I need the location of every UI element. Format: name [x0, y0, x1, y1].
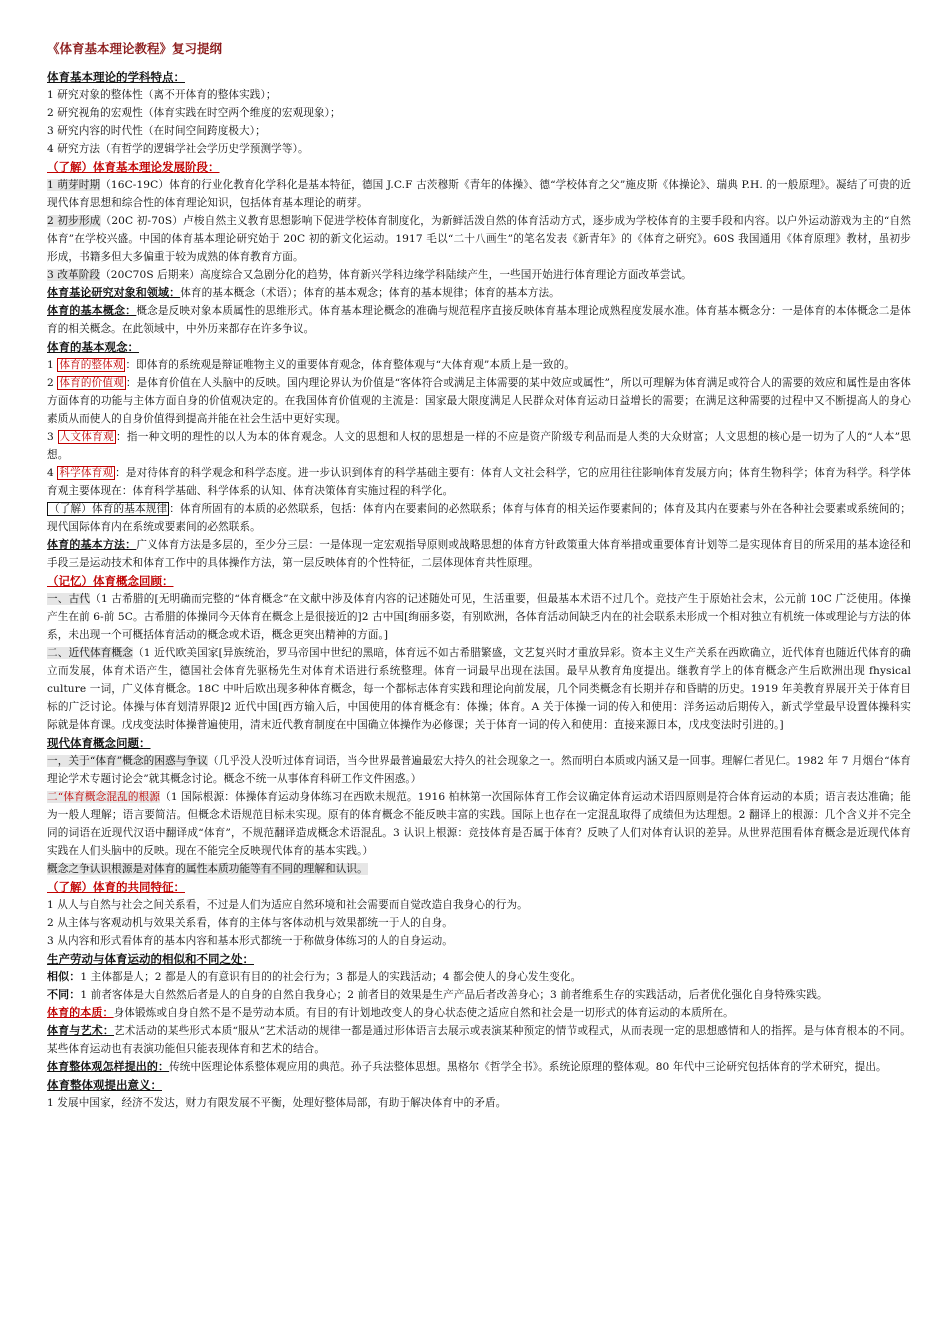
heading-text: 体育整体观提出意义： — [47, 1078, 162, 1092]
heading-text: （了解）体育基本理论发展阶段： — [47, 160, 220, 174]
list-item: 4 研究方法（有哲学的逻辑学社会学历史学预测学等）。 — [47, 143, 309, 155]
term-label: 体育的基本概念： — [47, 304, 137, 317]
list-item: 3 从内容和形式看体育的基本内容和基本形式都统一于称做身体练习的人的自身运动。 — [47, 935, 453, 947]
issue-text: （1 国际根源：体操体育运动身体练习在西欧未规范。1916 柏林第一次国际体育工作会议确定体育运动术语四原则是符合体育运动的本质；语言表达准确；能为一般人理解；语言要简洁。但概念术语规范目标未实现。原有的体育概念不能反映丰富的实践。国际上也存在一定混乱取得了成绩但为达理想。2 翻译上的根源：几个含义并不完全同的词语在近现代汉语中翻译成“体育”，不规范翻译造成概念术语混乱。3 认识上根源：竞技体育是否属于体育？反映了人们对体育认识的差异。从世界范围看体育概念是近现代体育实践在人们头脑中的反映。现在不能完全反映现代体育的基本实践。） — [47, 791, 911, 857]
paragraph-view-4 — [47, 464, 911, 500]
heading-text: 体育的基本观念： — [47, 340, 139, 354]
heading-labor-vs-sport — [47, 950, 911, 968]
paragraph-basic-methods — [47, 536, 911, 572]
heading-modern-concept-issues — [47, 734, 911, 752]
paragraph-cognitive-root — [47, 860, 911, 878]
heading-discipline-features — [47, 68, 911, 86]
term-text: 1 主体都是人；2 都是人的有意识有目的的社会行为；3 都是人的实践活动；4 都会使人的身心发生变化。 — [80, 971, 582, 983]
term-label: 体育的基本方法： — [47, 538, 137, 551]
heading-basic-views — [47, 338, 911, 356]
era-label: 二、近代体育概念 — [47, 647, 134, 659]
item-number: 2 — [47, 377, 58, 389]
paragraph-view-2 — [47, 374, 911, 428]
paragraph-confusion — [47, 752, 911, 788]
term-label: 体育整体观怎样提出的： — [47, 1060, 170, 1073]
boxed-term: 体育的价值观 — [59, 377, 124, 389]
issue-label: 二“体育概念混乱的根源 — [47, 791, 161, 803]
term-label: 体育的本质： — [47, 1006, 114, 1019]
paragraph-different — [47, 986, 911, 1004]
list-item: 2 从主体与客观动机与效果关系看，体育的主体与客体动机与效果都统一于人的自身。 — [47, 917, 453, 929]
list-item: 3 研究内容的时代性（在时间空间跨度极大）； — [47, 125, 266, 137]
paragraph-research-object — [47, 284, 911, 302]
boxed-term: （了解）体育的基本规律 — [49, 503, 168, 515]
term-label: 相似： — [47, 970, 81, 983]
heading-text: （记忆）体育概念回顾： — [47, 574, 174, 588]
heading-development-stages — [47, 158, 911, 176]
item-text: ：是对待体育的科学观念和科学态度。进一步认识到体育的科学基础主要有：体育人文社会科学，它的应用往往影响体育发展方向；体育生物科学；体育为科学。科学体育观主要体现在：体育科学基础、科学体系的认知、体育决策体育实施过程的科学化。 — [47, 467, 911, 497]
term-label: 体育与艺术： — [47, 1024, 115, 1037]
term-text: 广义体育方法是多层的，至少分三层：一是体现一定宏观指导原则或战略思想的体育方针政策重大体育举措或重要体育计划等二是实现体育目的所采用的基本途径和手段三是运动技术和体育工作中的具体操作方法，第一层反映体育的个性特征，二层体现体育共性原理。 — [47, 539, 911, 569]
era-label: 一、古代 — [47, 593, 91, 605]
paragraph-modern — [47, 644, 911, 734]
heading-holistic-significance — [47, 1076, 911, 1094]
issue-label: 一，关于“体育”概念的困惑与争议 — [47, 755, 208, 767]
item-text: ：指一种文明的理性的以人为本的体育观念。人文的思想和人权的思想是一样的不应是资产阶级专利品而是人类的大众财富；人文思想的核心是一切为了人的“人本”思想。 — [47, 431, 912, 461]
term-label: 不同： — [47, 988, 81, 1001]
paragraph-holistic-origin — [47, 1058, 911, 1076]
heading-common-features — [47, 878, 911, 896]
heading-concept-review — [47, 572, 911, 590]
boxed-term: 科学体育观 — [59, 467, 114, 479]
paragraph-ancient — [47, 590, 911, 644]
document-title: 《体育基本理论教程》复习提纲 — [47, 41, 223, 56]
stage-label: 2 初步形成 — [47, 215, 101, 227]
paragraph-stage-2 — [47, 212, 911, 266]
paragraph-view-3 — [47, 428, 911, 464]
term-text: 艺术活动的某些形式本质“服从”艺术活动的规律一都是通过形体语言去展示或表演某种预定的情节或程式，从而表现一定的思想感情和人的指挥。是与体育根本的不同。某些体育运动也有表演功能但只能表现体育和艺术的结合。 — [47, 1025, 911, 1055]
term-text: ：体育所固有的本质的必然联系，包括：体育内在要素间的必然联系；体育与体育的相关运作要素间的；体育及其内在要素与外在各种社会要素或系统间的；现代国际体育内在系统或要素间的必然联系。 — [47, 503, 911, 533]
paragraph-roots — [47, 788, 911, 860]
list-item: 2 研究视角的宏观性（体育实践在时空两个维度的宏观现象）； — [47, 107, 341, 119]
list-item: 1 从人与自然与社会之间关系看，不过是人们为适应自然环境和社会需要而自觉改造自我身心的行为。 — [47, 899, 528, 911]
era-text: （1 近代欧美国家[异族统治，罗马帝国中世纪的黑暗，体育远不如古希腊繁盛，文艺复兴时才重放异彩。资本主义生产关系在西欧确立，近代体育也随近代体育的确立而发展，体育术语产生，德国社会体育先驱杨先生对体育术语进行系统整理。体育一词最早出现在法国。最早从教育角度提出。继教育学上的体育概念产生后欧洲出现 fhysical culture 一词，广义体育概念。18C 中叶后欧出现多种体育概念，每一个都标志体育实践和理论向前发展，几个同类概念有长期并存和昏睛的历史。1919 年美教育界展开关于体育目标的广泛讨论。体操与体育划清界限]2 近代中国[西方输入后，中国使用的体育概念有：体操；体育。A 关于体操一词的传入和使用：洋务运动后期传入，新式学堂最早设置体操科实际就是体育课。戊戌变法时体操普遍使用，清末近代教育制度在中国确立体操作为必修课；关于体育一词的传入和使用：直接来源日本，戊戌变法时引进的。] — [47, 647, 911, 731]
boxed-term: 人文体育观 — [59, 431, 114, 443]
stage-text: （16C-19C）体育的行业化教育化学科化是基本特征，德国 J.C.F 古茨穆斯《青年的体操》、德“学校体育之父”施皮斯《体操论》、瑞典 P.H. 的一般原理》。凝结了可贵的近现代体育思想和综合性的体育理论知识，包括体育基本理论的萌芽。 — [47, 179, 911, 209]
heading-text: （了解）体育的共同特征： — [47, 880, 185, 894]
issue-summary: 概念之争认识根源是对体育的属性本质功能等有不同的理解和认识。 — [47, 863, 368, 875]
paragraph-similar — [47, 968, 911, 986]
paragraph-stage-3 — [47, 266, 911, 284]
stage-label: 3 改革阶段 — [47, 269, 101, 281]
paragraph-basic-laws — [47, 500, 911, 536]
issue-text: （几乎没人没听过体育词语，当今世界最普遍最宏大持久的社会现象之一。然而明白本质或内涵又是一回事。理解仁者见仁。1982 年 7 月烟台“体育理论学术专题讨论会”就其概念讨论。概念不统一从事体育科研工作文件困惑。） — [47, 755, 911, 785]
term-text: 体育的基本概念（术语）；体育的基本观念；体育的基本规律；体育的基本方法。 — [180, 287, 560, 299]
list-item: 1 发展中国家，经济不发达，财力有限发展不平衡，处理好整体局部，有助于解决体育中的矛盾。 — [47, 1097, 507, 1109]
item-number: 3 — [47, 431, 58, 443]
item-text: ：是体育价值在人头脑中的反映。国内理论界认为价值是“客体符合或满足主体需要的某中效应或属性”，所以可理解为体育满足或符合人的需要的效应和属性是由客体方面体育的功能与主体方面自身的价值观决定的。在我国体育价值观的主流是：国家最大限度满足人民群众对体育运动日益增长的需要；在满足这种需要的过程中又不断提高人的身心素质从而使人的自身价值得到提高并能在社会生活中更好实现。 — [47, 377, 911, 425]
stage-text: （20C70S 后期来）高度综合又急剧分化的趋势，体育新兴学科边缘学科陆续产生，一些国开始进行体育理论方面改革尝试。 — [100, 269, 692, 281]
paragraph-essence — [47, 1004, 911, 1022]
boxed-term: 体育的整体观 — [59, 359, 124, 371]
item-text: ：即体育的系统观是辩证唯物主义的重要体育观念，体育整体观与“大体育观”本质上是一致的。 — [125, 359, 575, 371]
heading-text: 体育基本理论的学科特点： — [47, 70, 185, 84]
document-page — [47, 40, 911, 1112]
paragraph-basic-concept — [47, 302, 911, 338]
stage-text: （20C 初-70S）卢梭自然主义教育思想影响下促进学校体育制度化，为新鲜活泼自然的体育活动方式，逐步成为学校体育的主要手段和内容。以户外运动游戏为主的“自然体育”在学校兴盛。中国的体育基本理论研究始于 20C 初的新文化运动。1917 毛以“二十八画生”的笔名发表《新青年》的《体育之研究》。60S 我国通用《体育原理》教材，虽初步形成，书籍多但大多偏重于较为成熟的体育教育方面。 — [47, 215, 911, 263]
item-number: 1 — [47, 359, 58, 371]
term-text: 1 前者客体是大自然然后者是人的自身的自然自我身心；2 前者目的效果是生产产品后者改善身心；3 前者维系生存的实践活动，后者优化强化自身特殊实践。 — [80, 989, 828, 1001]
list-item: 1 研究对象的整体性（离不开体育的整体实践）； — [47, 89, 277, 101]
term-label: 体育基论研究对象和领域： — [47, 286, 181, 299]
stage-label: 1 萌芽时期 — [47, 179, 101, 191]
paragraph-sport-art — [47, 1022, 911, 1058]
term-text: 传统中医理论体系整体观应用的典范。孙子兵法整体思想。黑格尔《哲学全书》。系统论原理的整体观。80 年代中三论研究包括体育的学术研究，提出。 — [169, 1061, 887, 1073]
paragraph-stage-1 — [47, 176, 911, 212]
term-text: 身体锻炼或自身自然不是不是劳动本质。有目的有计划地改变人的身心状态使之适应自然和社会是一切形式的体育运动的本质所在。 — [113, 1007, 734, 1019]
term-text: 概念是反映对象本质属性的思维形式。体育基本理论概念的准确与规范程序直接反映体育基本理论成熟程度发展水准。体育基本概念分：一是体育的本体概念二是体育的相关概念。在此领域中，中外历来都存在许多争议。 — [47, 305, 911, 335]
era-text: （1 古希腊的[无明确而完整的“体育概念”在文献中涉及体育内容的记述随处可见，生活重要，但最基本术语不过几个。竞技产生于原始社会末，公元前 10C 广泛使用。体操产生在前 6-前 5C。古希腊的体操同今天体育在概念上是很接近的]2 古中国[绚丽多姿，有别欧洲，各体育活动间缺乏内在的社会联系未形成一个相对独立有机统一体或理论与方法的体系，未出现一个可概括体育活动的概念或术语，概念更突出精神的方面。] — [47, 593, 911, 641]
paragraph-view-1 — [47, 356, 911, 374]
heading-text: 现代体育概念问题： — [47, 736, 151, 750]
heading-text: 生产劳动与体育运动的相似和不同之处： — [47, 952, 254, 966]
item-number: 4 — [47, 467, 58, 479]
